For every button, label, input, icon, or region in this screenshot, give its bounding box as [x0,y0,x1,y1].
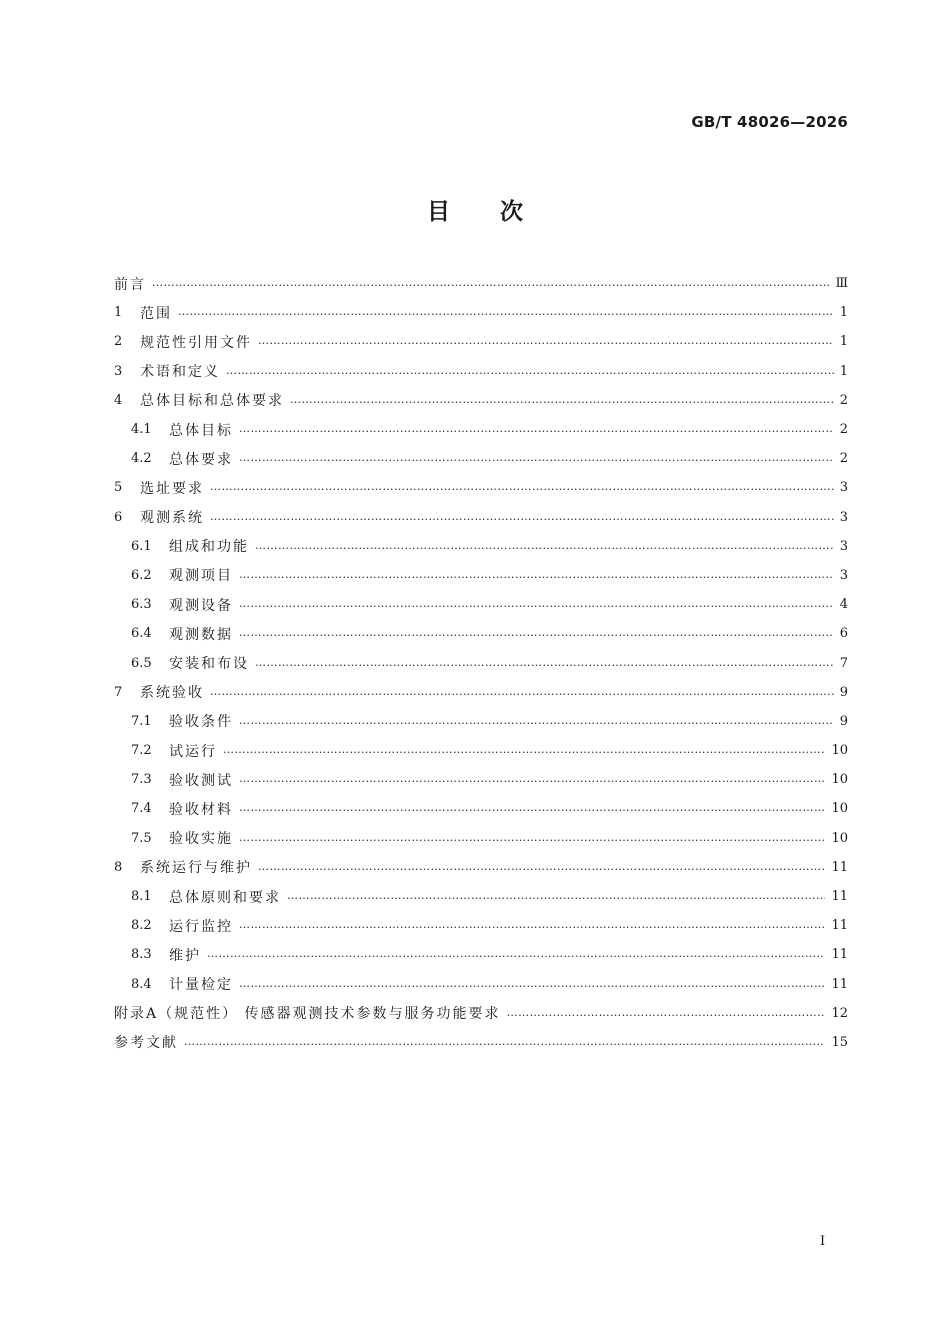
toc-entry[interactable] [114,298,848,327]
toc-leader-dots [255,539,834,552]
toc-entry[interactable] [114,707,848,736]
toc-entry[interactable] [114,794,848,823]
toc-leader-dots [210,685,834,698]
toc-entry-page: Ⅲ [835,276,848,292]
toc-entry-page: 11 [831,859,848,875]
toc-entry[interactable] [114,561,848,590]
toc-entry-label: 验收实施 [169,831,233,848]
toc-entry-label: 范围 [140,305,172,322]
toc-entry-label: 安装和布设 [169,656,249,673]
toc-leader-dots [239,568,834,581]
toc-leader-dots [239,714,834,727]
toc-leader-dots [178,305,834,318]
toc-entry-label: 验收条件 [169,714,233,731]
toc-entry-number: 7.5 [131,830,152,846]
toc-entry-page: 10 [831,801,848,817]
toc-entry-page: 15 [831,1034,848,1050]
toc-entry-page: 9 [839,684,848,700]
toc-leader-dots [152,276,829,289]
toc-entry-label: 参考文献 [114,1035,178,1052]
toc-entry-number: 2 [114,334,123,350]
toc-entry-page: 11 [831,947,848,963]
toc-entry-number: 8 [114,859,123,875]
toc-leader-dots [239,918,825,931]
toc-entry-page: 10 [831,743,848,759]
toc-leader-dots [207,947,825,960]
toc-entry-label: 总体目标和总体要求 [140,393,284,410]
toc-leader-dots [239,831,825,844]
toc-entry-page: 2 [839,451,848,467]
toc-entry[interactable] [114,853,848,882]
toc-entry-page: 10 [831,772,848,788]
toc-entry-label: 术语和定义 [140,364,220,381]
toc-leader-dots [258,860,825,873]
table-of-contents [114,269,848,1057]
toc-entry-page: 1 [839,363,848,379]
toc-leader-dots [239,451,834,464]
toc-entry-page: 7 [839,655,848,671]
toc-entry-page: 6 [839,626,848,642]
toc-entry-label: 系统验收 [140,685,204,702]
toc-entry[interactable] [114,911,848,940]
toc-entry-label: 维护 [169,947,201,964]
toc-leader-dots [287,889,825,902]
toc-entry-number: 6 [114,509,123,525]
toc-leader-dots [226,364,834,377]
toc-entry[interactable] [114,327,848,356]
toc-entry-page: 11 [831,918,848,934]
toc-leader-dots [239,977,825,990]
toc-entry-label: 运行监控 [169,918,233,935]
toc-leader-dots [239,801,825,814]
toc-entry-number: 1 [114,305,123,321]
toc-entry-page: 1 [839,334,848,350]
toc-entry[interactable] [114,415,848,444]
standard-code: GB/T 48026—2026 [691,113,848,131]
toc-entry-page: 10 [831,830,848,846]
toc-entry-label: 验收测试 [169,772,233,789]
toc-entry-number: 8.3 [131,947,152,963]
toc-entry-label: 系统运行与维护 [140,860,252,877]
toc-entry[interactable] [114,590,848,619]
toc-entry[interactable] [114,648,848,677]
toc-entry-number: 6.5 [131,655,152,671]
toc-entry-number: 8.4 [131,976,152,992]
toc-entry[interactable] [114,882,848,911]
toc-entry-number: 6.4 [131,626,152,642]
toc-entry-label: 总体原则和要求 [169,889,281,906]
toc-entry-number: 4.2 [131,451,152,467]
toc-entry[interactable] [114,269,848,298]
toc-entry[interactable] [114,736,848,765]
toc-entry-number: 3 [114,363,123,379]
toc-leader-dots [507,1006,826,1019]
toc-entry-number: 7.4 [131,801,152,817]
toc-entry-page: 9 [839,713,848,729]
toc-entry-page: 3 [839,567,848,583]
toc-entry[interactable] [114,999,848,1028]
toc-entry-label: 观测系统 [140,510,204,527]
toc-entry[interactable] [114,357,848,386]
toc-entry-page: 3 [839,480,848,496]
toc-leader-dots [210,510,834,523]
toc-entry-page: 11 [831,889,848,905]
toc-entry-number: 7.3 [131,772,152,788]
toc-entry-page: 12 [831,1005,848,1021]
toc-leader-dots [239,772,825,785]
toc-entry[interactable] [114,824,848,853]
toc-entry-number: 8.2 [131,918,152,934]
toc-entry[interactable] [114,765,848,794]
toc-leader-dots [239,626,834,639]
toc-entry-label: 验收材料 [169,801,233,818]
toc-entry-number: 6.3 [131,597,152,613]
toc-entry[interactable] [114,1028,848,1057]
toc-leader-dots [239,422,834,435]
toc-entry-label: 总体要求 [169,451,233,468]
toc-entry-number: 8.1 [131,889,152,905]
toc-entry-page: 2 [839,392,848,408]
toc-entry-page: 3 [839,509,848,525]
toc-entry-number: 7.2 [131,743,152,759]
toc-entry-label: 前言 [114,276,146,293]
toc-entry-label: 计量检定 [169,977,233,994]
toc-leader-dots [223,743,825,756]
toc-entry-page: 2 [839,422,848,438]
toc-entry-label: 选址要求 [140,480,204,497]
toc-entry-page: 11 [831,976,848,992]
toc-entry[interactable] [114,532,848,561]
toc-entry-label: 观测设备 [169,597,233,614]
toc-entry-label: 组成和功能 [169,539,249,556]
toc-entry-label: 总体目标 [169,422,233,439]
toc-entry-number: 7 [114,684,123,700]
toc-entry-number: 4 [114,392,123,408]
toc-entry-number: 5 [114,480,123,496]
toc-entry[interactable] [114,503,848,532]
toc-leader-dots [255,656,834,669]
toc-leader-dots [290,393,834,406]
toc-entry-page: 4 [839,597,848,613]
toc-entry[interactable] [114,940,848,969]
toc-entry[interactable] [114,386,848,415]
toc-leader-dots [239,597,834,610]
toc-entry-label: 观测项目 [169,568,233,585]
toc-entry-page: 1 [839,305,848,321]
toc-entry-number: 7.1 [131,713,152,729]
toc-entry-number: 4.1 [131,422,152,438]
toc-entry-label: 附录A（规范性） 传感器观测技术参数与服务功能要求 [114,1006,501,1023]
toc-entry[interactable] [114,444,848,473]
toc-entry[interactable] [114,473,848,502]
toc-entry-number: 6.1 [131,538,152,554]
toc-title: 目次 [427,199,573,225]
toc-leader-dots [258,334,834,347]
toc-leader-dots [210,480,834,493]
toc-entry-label: 规范性引用文件 [140,334,252,351]
toc-entry-number: 6.2 [131,567,152,583]
toc-entry-page: 3 [839,538,848,554]
toc-entry[interactable] [114,970,848,999]
toc-entry[interactable] [114,678,848,707]
toc-leader-dots [184,1035,825,1048]
toc-entry-label: 试运行 [169,743,217,760]
toc-entry-label: 观测数据 [169,626,233,643]
toc-entry[interactable] [114,619,848,648]
page-number: I [820,1234,826,1249]
